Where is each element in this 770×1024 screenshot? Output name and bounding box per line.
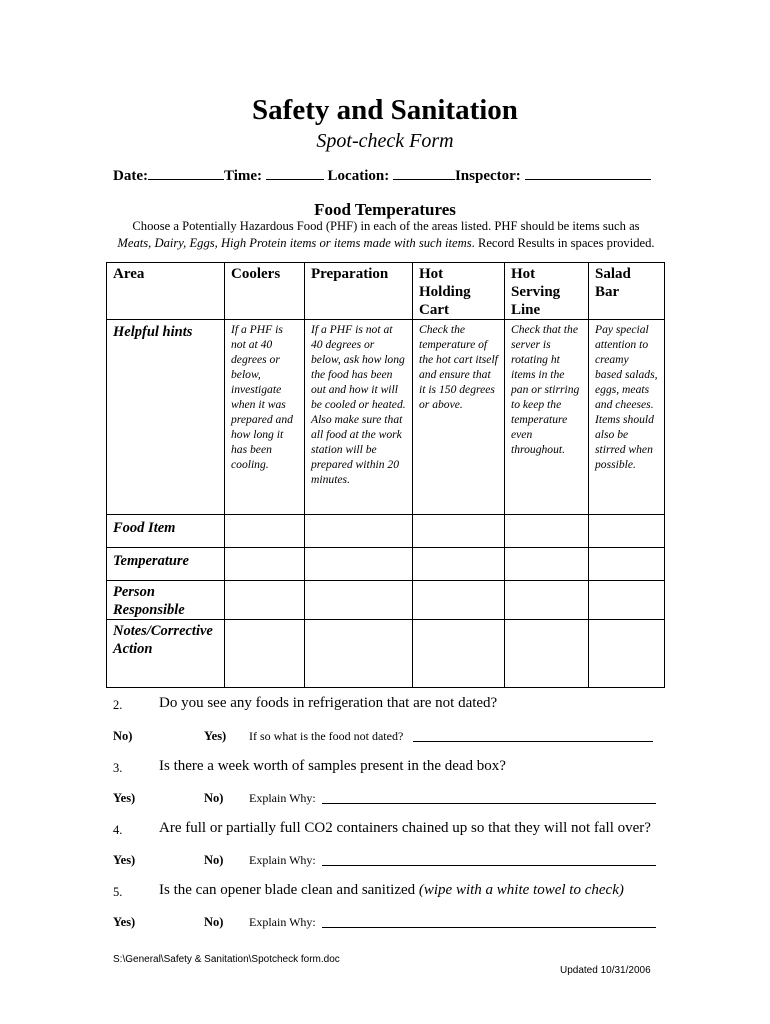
food-item-coolers-cell[interactable] [225,515,305,548]
instructions-italic: Meats, Dairy, Eggs, High Protein items or items made with such items [117,236,472,250]
notes-salad-bar-cell[interactable] [589,620,665,688]
food-temperature-table [106,262,665,688]
answer-no[interactable]: No) [204,791,224,805]
hint-hot-holding-cart: Check the temperature of the hot cart itself and ensure that it is 150 degrees or above. [413,320,505,515]
hint-preparation: If a PHF is not at 40 degrees or below, ask how long the food has been out and how it will be cooled or heated. Also make sure that all food at the work station will be prepared within 20 minutes. [305,320,413,515]
person-coolers-cell[interactable] [225,581,305,620]
location-label: Location: [327,168,390,184]
question-text-italic: (wipe with a white towel to check) [418,882,624,898]
header-hot-serving-line: Hot Serving Line [505,263,589,320]
follow-up-label: Explain Why: [249,853,316,867]
instructions-rest: . Record Results in spaces provided. [471,236,655,250]
follow-up-label: If so what is the food not dated? [249,729,404,743]
temperature-hot-serving-cell[interactable] [505,548,589,581]
person-preparation-cell[interactable] [305,581,413,620]
temperature-coolers-cell[interactable] [225,548,305,581]
question-number: 2. [113,698,123,712]
question-text: Are full or partially full CO2 containers chained up so that they will not fall over? [159,820,651,836]
section-title: Food Temperatures [314,200,456,219]
food-item-row [107,515,665,548]
row-label-notes: Notes/Corrective Action [107,620,225,688]
row-label-food-item: Food Item [107,515,225,548]
follow-up-label: Explain Why: [249,791,316,805]
temperature-hot-holding-cell[interactable] [413,548,505,581]
notes-hot-serving-cell[interactable] [505,620,589,688]
helpful-hints-row [107,320,665,515]
food-item-hot-holding-cell[interactable] [413,515,505,548]
person-salad-bar-cell[interactable] [589,581,665,620]
person-hot-serving-cell[interactable] [505,581,589,620]
row-label-helpful-hints: Helpful hints [107,320,225,515]
instructions-line-1: Choose a Potentially Hazardous Food (PHF) in each of the areas listed. PHF should be items such as [132,219,640,233]
follow-up-line[interactable] [322,853,656,866]
answer-yes[interactable]: Yes) [113,791,136,805]
header-salad-bar: Salad Bar [589,263,665,320]
time-field[interactable] [266,165,324,180]
person-hot-holding-cell[interactable] [413,581,505,620]
temperature-preparation-cell[interactable] [305,548,413,581]
hint-salad-bar: Pay special attention to creamy based salads, eggs, meats and cheeses. Items should also be stirred when possible. [589,320,665,515]
follow-up-label: Explain Why: [249,915,316,929]
notes-coolers-cell[interactable] [225,620,305,688]
follow-up-line[interactable] [322,791,656,804]
footer-file-path: S:\General\Safety & Sanitation\Spotcheck form.doc [113,954,340,965]
notes-row [107,620,665,688]
date-label: Date: [113,168,148,184]
hint-hot-serving-line: Check that the server is rotating ht items in the pan or stirring to keep the temperature even throughout. [505,320,589,515]
question-text: Do you see any foods in refrigeration that are not dated? [159,695,498,711]
question-text-main: Is the can opener blade clean and sanitized [159,882,416,898]
header-hot-holding-cart: Hot Holding Cart [413,263,505,320]
form-title: Safety and Sanitation [252,94,518,126]
header-area: Area [107,263,225,320]
food-item-salad-bar-cell[interactable] [589,515,665,548]
follow-up-line[interactable] [322,915,656,928]
answer-yes[interactable]: Yes) [113,915,136,929]
follow-up-line[interactable] [413,729,653,742]
footer-updated: Updated 10/31/2006 [560,965,651,976]
header-coolers: Coolers [225,263,305,320]
inspector-label: Inspector: [454,168,521,184]
date-field[interactable] [148,165,224,180]
header-fields [113,165,651,186]
inspector-field[interactable] [525,165,651,180]
question-text: Is there a week worth of samples present in the dead box? [159,758,506,774]
food-item-hot-serving-cell[interactable] [505,515,589,548]
food-item-preparation-cell[interactable] [305,515,413,548]
temperature-row [107,548,665,581]
answer-no[interactable]: No) [204,853,224,867]
temperature-salad-bar-cell[interactable] [589,548,665,581]
time-label: Time: [223,168,263,184]
question-number: 5. [113,885,123,899]
person-responsible-row [107,581,665,620]
answer-no[interactable]: No) [113,729,133,743]
answer-yes[interactable]: Yes) [113,853,136,867]
question-number: 4. [113,823,123,837]
section-instructions [110,218,662,252]
row-label-person-responsible: Person Responsible [107,581,225,620]
row-label-temperature: Temperature [107,548,225,581]
header-preparation: Preparation [305,263,413,320]
location-field[interactable] [393,165,455,180]
question-text [159,882,624,899]
question-number: 3. [113,761,123,775]
answer-no[interactable]: No) [204,915,224,929]
hint-coolers: If a PHF is not at 40 degrees or below, investigate when it was prepared and how long it has been cooling. [225,320,305,515]
table-header-row [107,263,665,320]
notes-preparation-cell[interactable] [305,620,413,688]
form-subtitle: Spot-check Form [316,130,454,152]
answer-yes[interactable]: Yes) [204,729,227,743]
notes-hot-holding-cell[interactable] [413,620,505,688]
